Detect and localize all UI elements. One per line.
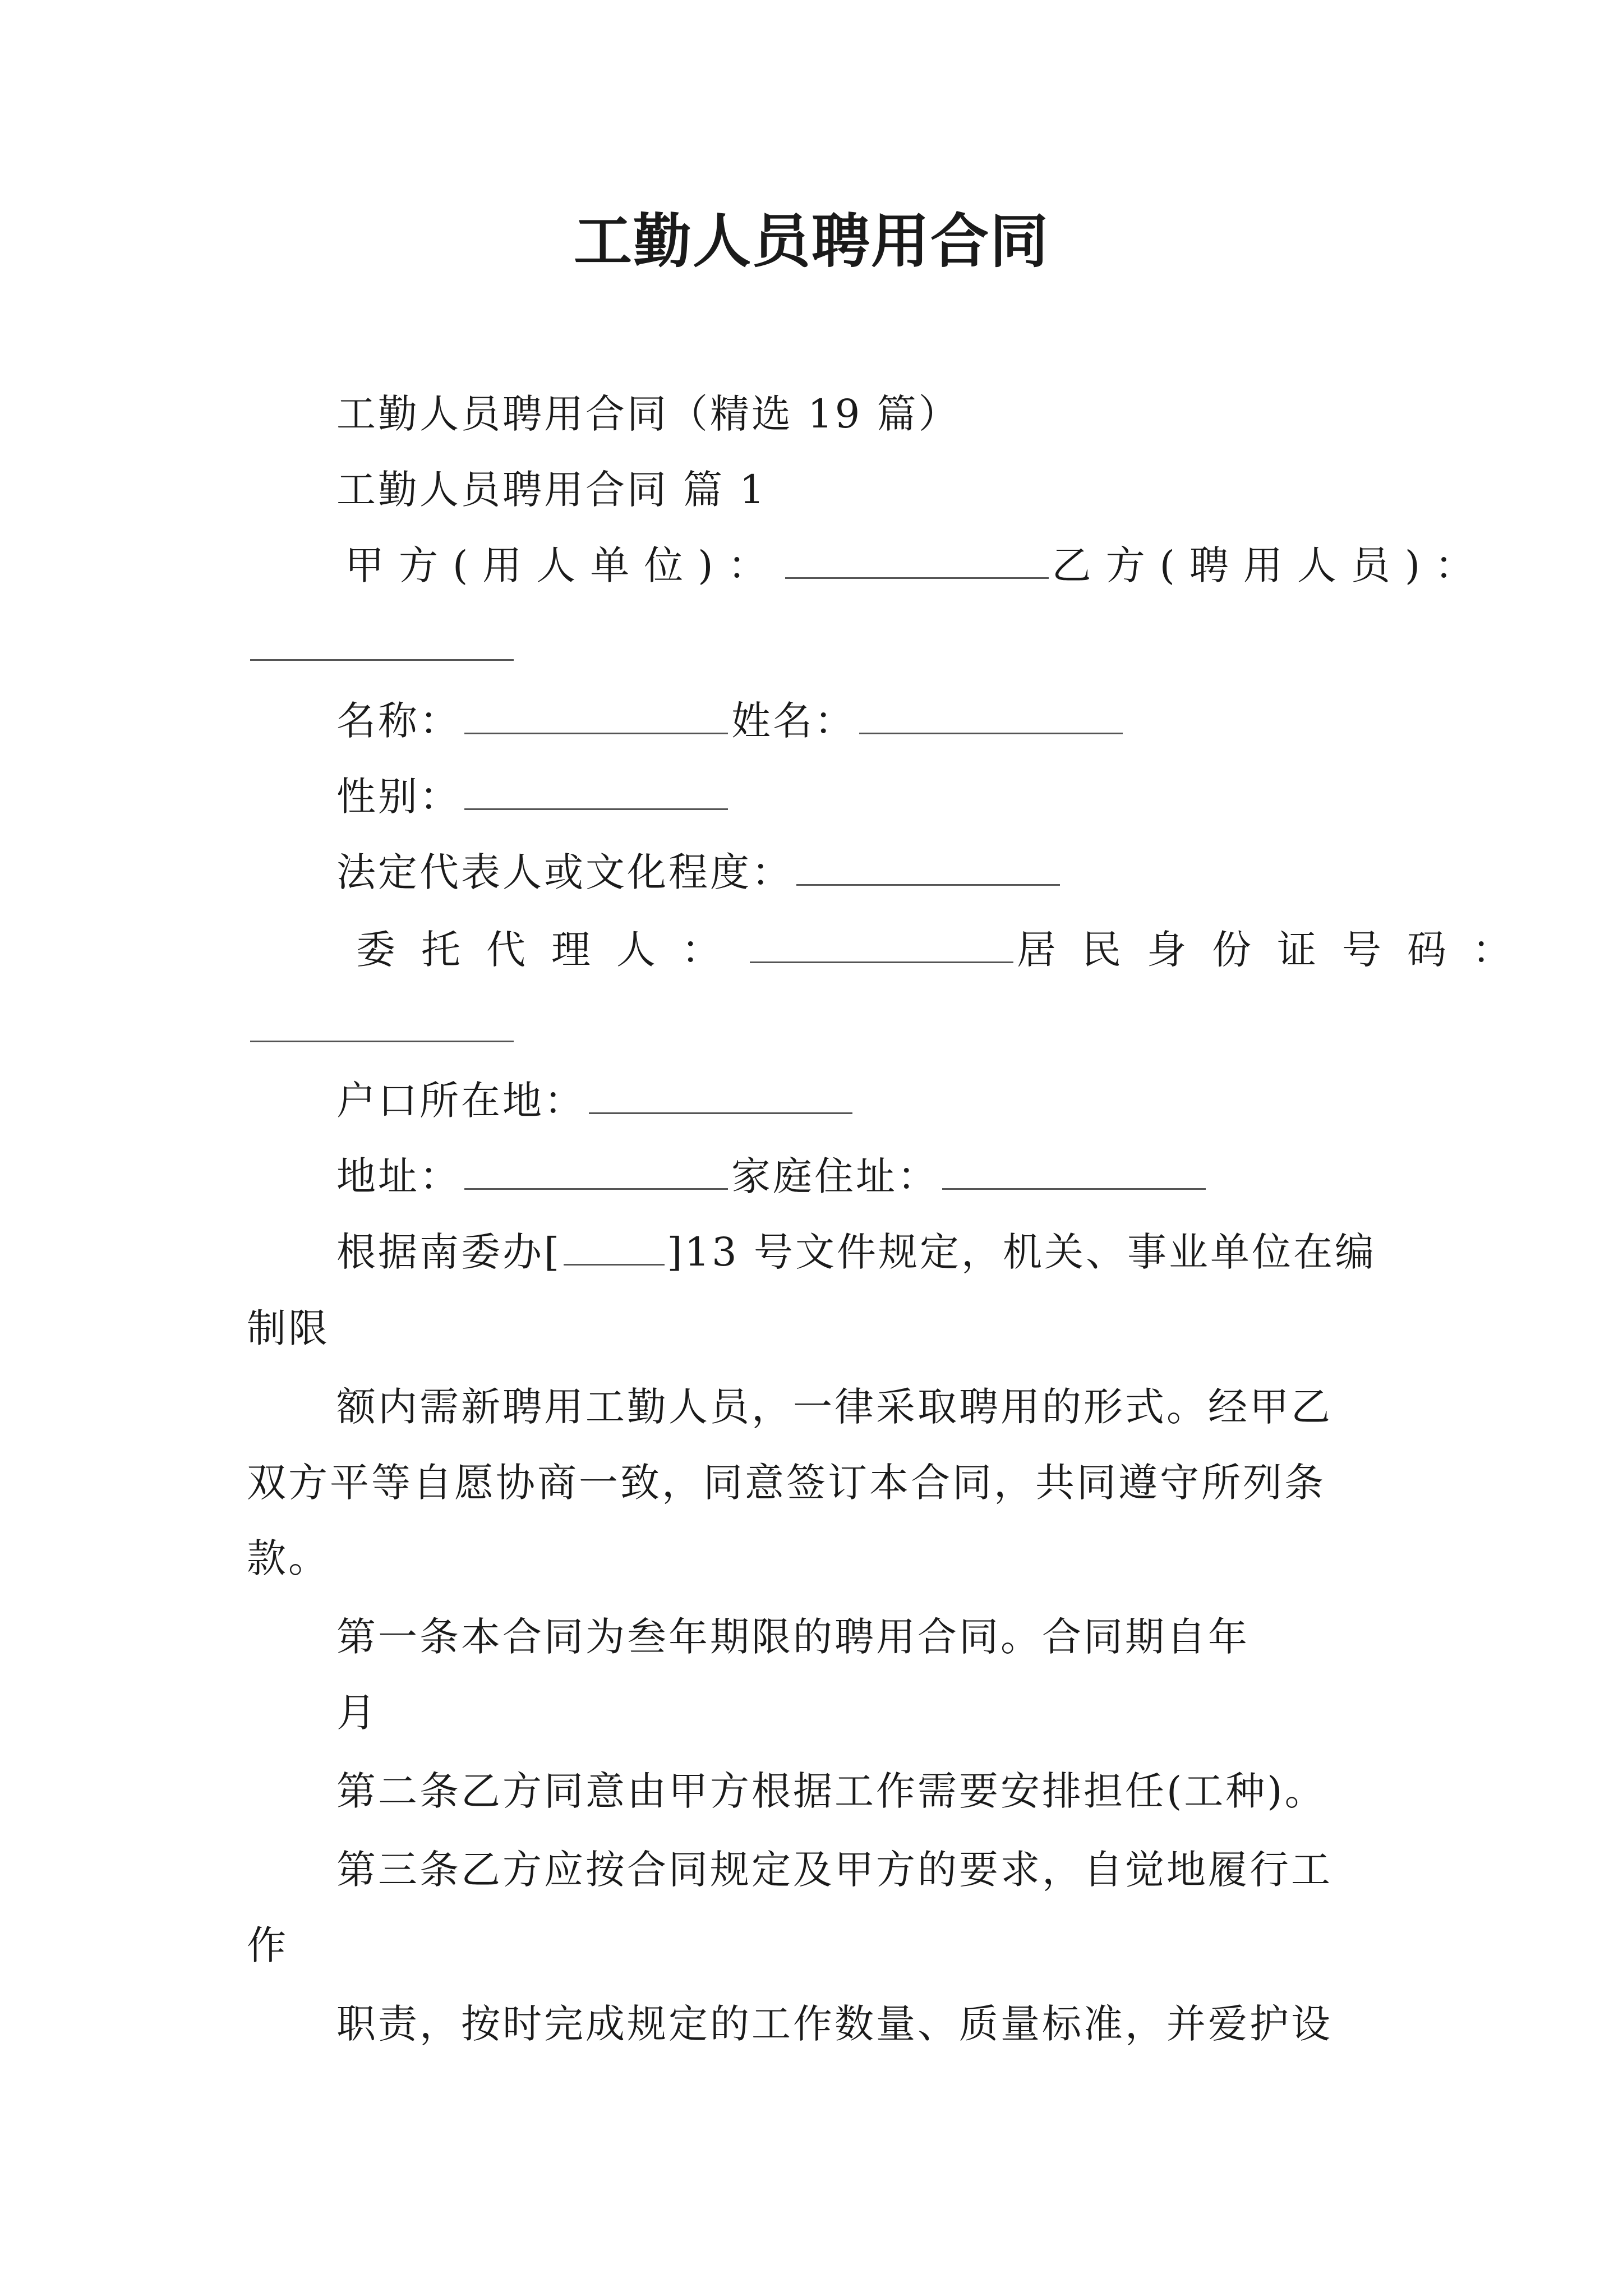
legal-rep-label: 法定代表人或文化程度： <box>336 849 793 895</box>
agent-blank[interactable] <box>750 922 1013 963</box>
person-name-blank[interactable] <box>859 693 1123 734</box>
gender-line <box>336 769 731 825</box>
article1-line1: 第一条本合同为叁年期限的聘用合同。合同期自年 <box>336 1614 1249 1660</box>
id-blank[interactable] <box>250 1041 514 1042</box>
legal-rep-blank[interactable] <box>796 845 1060 886</box>
legal-rep-line <box>336 844 1063 900</box>
person-name-label: 姓名： <box>731 698 856 744</box>
party-line <box>345 537 1488 593</box>
article2-line: 第二条乙方同意由甲方根据工作需要安排担任(工种)。 <box>336 1768 1326 1814</box>
address-blank[interactable] <box>464 1149 728 1190</box>
party-b-label: 乙方(聘用人员)： <box>1052 542 1489 588</box>
document-title: 工勤人员聘用合同 <box>573 206 1049 275</box>
para1-line1 <box>336 1224 1376 1280</box>
doc-number-blank[interactable] <box>564 1225 665 1266</box>
gender-blank[interactable] <box>464 769 728 810</box>
article3-line3: 职责，按时完成规定的工作数量、质量标准，并爱护设 <box>336 2001 1332 2047</box>
household-label: 户口所在地： <box>336 1078 585 1124</box>
name-blank[interactable] <box>464 693 728 734</box>
id-label: 居民身份证号码： <box>1017 927 1537 973</box>
home-address-blank[interactable] <box>942 1149 1206 1190</box>
name-line <box>336 693 1126 749</box>
name-label: 名称： <box>336 698 461 744</box>
agent-line <box>356 922 1537 978</box>
agent-label: 委托代理人： <box>356 927 746 973</box>
address-line <box>336 1148 1209 1204</box>
para1-part-a: 根据南委办[ <box>336 1229 562 1275</box>
household-blank[interactable] <box>589 1073 852 1114</box>
home-address-label: 家庭住址： <box>731 1153 939 1199</box>
party-a-label: 甲方(用人单位)： <box>345 542 782 588</box>
address-label: 地址： <box>336 1153 461 1199</box>
party-a-blank[interactable] <box>785 538 1049 579</box>
subtitle: 工勤人员聘用合同（精选 19 篇） <box>336 391 960 437</box>
para2-line1: 额内需新聘用工勤人员，一律采取聘用的形式。经甲乙 <box>336 1384 1332 1430</box>
para1-line2: 制限 <box>247 1305 330 1351</box>
para1-part-b: ]13 号文件规定，机关、事业单位在编 <box>667 1229 1376 1275</box>
gender-label: 性别： <box>336 774 461 820</box>
article3-line1: 第三条乙方应按合同规定及甲方的要求，自觉地履行工 <box>336 1847 1332 1893</box>
para2-line3: 款。 <box>247 1535 330 1581</box>
party-b-blank[interactable] <box>250 659 514 661</box>
article1-line2: 月 <box>336 1690 378 1736</box>
household-line <box>336 1073 856 1129</box>
article3-line2: 作 <box>247 1922 288 1968</box>
para2-line2: 双方平等自愿协商一致，同意签订本合同，共同遵守所列条 <box>247 1460 1326 1506</box>
chapter-heading: 工勤人员聘用合同 篇 1 <box>336 467 767 513</box>
